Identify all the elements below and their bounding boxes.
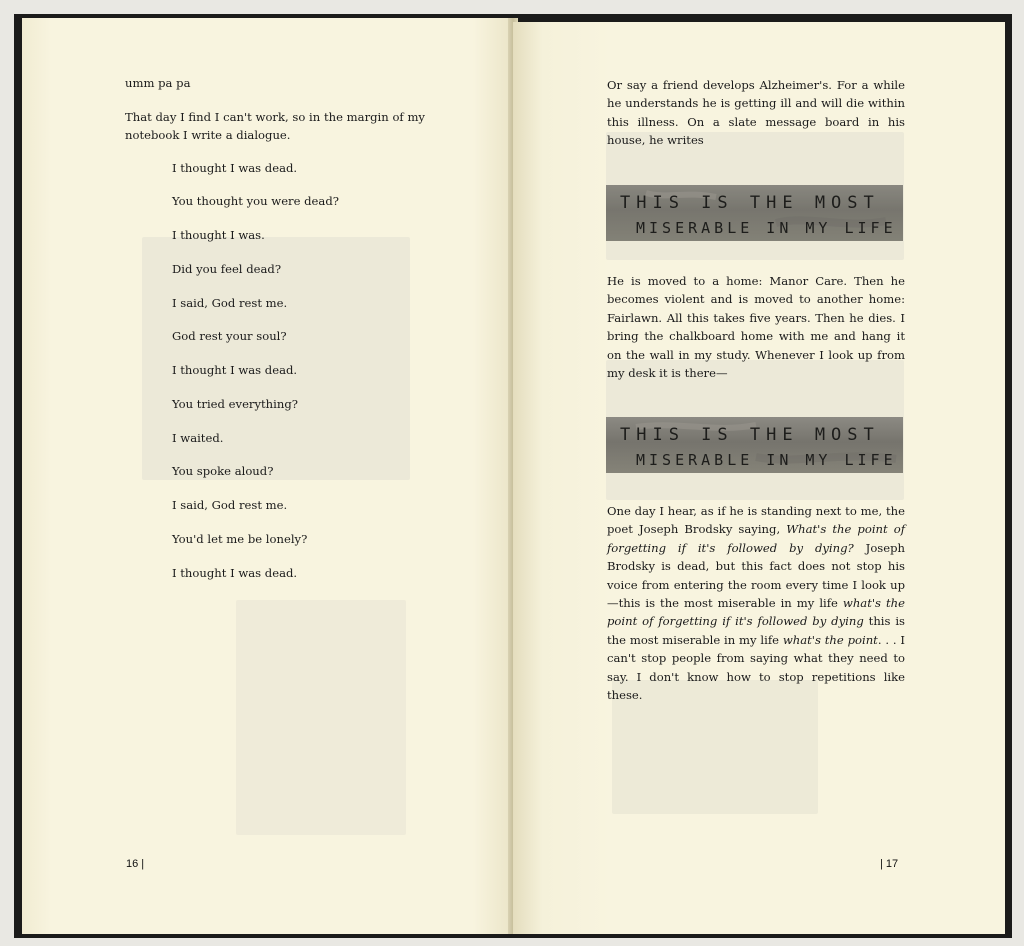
dialogue-line: You thought you were dead? [172, 194, 339, 208]
dialogue-line: I said, God rest me. [172, 498, 288, 512]
dialogue-line: I waited. [172, 431, 224, 445]
chalkboard-image [606, 185, 903, 241]
section-header: umm pa pa [125, 76, 191, 90]
svg-text:MISERABLE IN MY LIFE: MISERABLE IN MY LIFE [636, 451, 897, 469]
svg-text:MISERABLE IN MY LIFE: MISERABLE IN MY LIFE [636, 219, 897, 237]
dialogue-line: You'd let me be lonely? [172, 532, 308, 546]
dialogue-line: I thought I was dead. [172, 161, 298, 175]
chalkboard-handwriting [606, 417, 903, 473]
intro-paragraph: That day I find I can't work, so in the margin of my notebook I write a dialogue. [125, 110, 425, 143]
dialogue-line: You spoke aloud? [172, 464, 274, 478]
show-through-block [236, 600, 406, 835]
svg-text:THIS IS THE MOST: THIS IS THE MOST [620, 425, 880, 445]
page-number-right: | 17 [880, 858, 899, 870]
dialogue-line: I thought I was dead. [172, 566, 298, 580]
paragraph-alzheimers: Or say a friend develops Alzheimer's. For a while he understands he is getting ill and will die within this illness. On a slate message board in his house, he writes [607, 78, 905, 148]
paragraph-moved-home: He is moved to a home: Manor Care. Then he becomes violent and is moved to another home: Fairlawn. All this takes five years. Then he dies. I bring the chalkboard home with me and hang it on the wall in my study. Whenever I look up from my desk it is there— [607, 274, 905, 381]
dialogue-line: God rest your soul? [172, 329, 287, 343]
dialogue-line: I said, God rest me. [172, 296, 288, 310]
chalkboard-image [606, 417, 903, 473]
dialogue-line: Did you feel dead? [172, 262, 282, 276]
dialogue-line: I thought I was dead. [172, 363, 298, 377]
svg-text:THIS IS THE MOST: THIS IS THE MOST [620, 193, 880, 213]
page-number-left: 16 | [126, 858, 145, 870]
paragraph-brodsky: One day I hear, as if he is standing next to me, the poet Joseph Brodsky saying, What's the point of forgetting if it's followed by dying? Joseph Brodsky is dead, but this fact does not stop his voice from entering the room every time I look up—this is the most miserable in my life what's the point of forgetting if it's followed by dying this is the most miserable in my life what's the point. . . I can't stop people from saying what they need to say. I don't know how to stop repetitions like these. [607, 504, 905, 703]
dialogue-line: I thought I was. [172, 228, 265, 242]
chalkboard-handwriting [606, 185, 903, 241]
dialogue-line: You tried everything? [172, 397, 298, 411]
